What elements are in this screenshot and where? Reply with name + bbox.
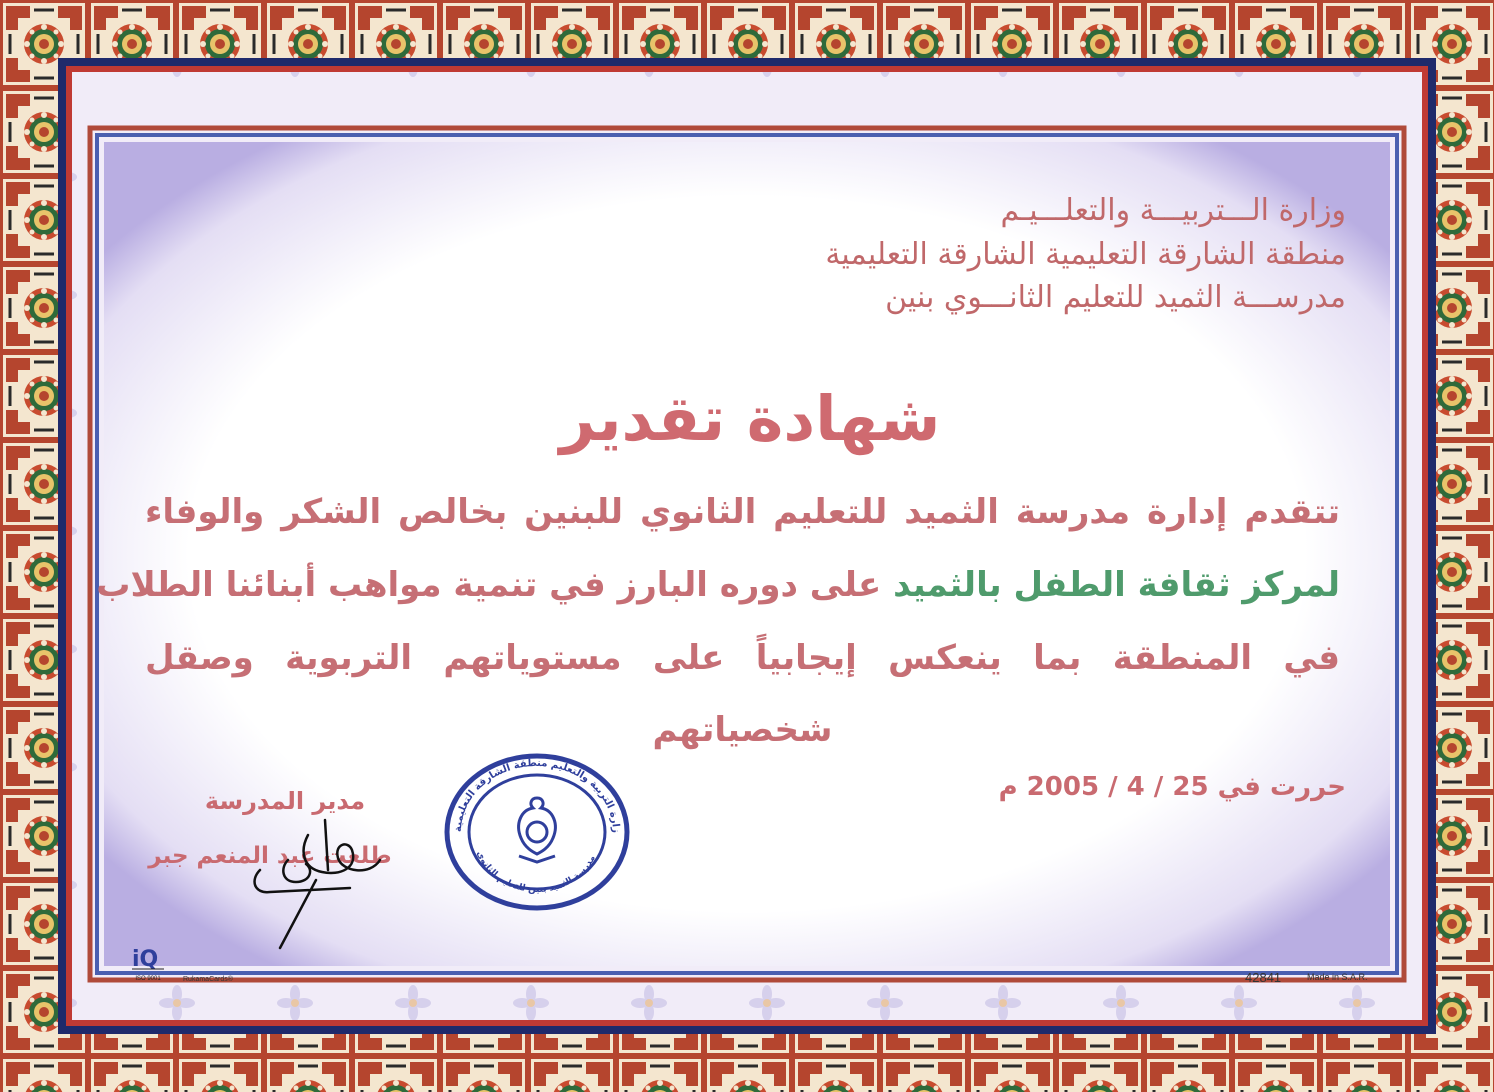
principal-name: طلعت عبد المنعم جبر xyxy=(148,843,392,869)
body-line-1: تتقدم إدارة مدرسة الثميد للتعليم الثانوي للبنين بخالص الشكر والوفاء xyxy=(145,492,1340,532)
body-line-4: شخصياتهم xyxy=(652,710,833,750)
svg-text:iQ: iQ xyxy=(132,947,159,972)
certificate-title: شهادة تقدير xyxy=(559,382,941,455)
stamp-bottom-text: مدرسة الثميد بنين للتعليم الثانوي xyxy=(474,849,598,896)
header-ministry: وزارة الـــتربيـــة والتعلـــيـم xyxy=(1000,193,1346,228)
official-stamp xyxy=(441,752,633,912)
principal-title: مدير المدرسة xyxy=(204,787,366,815)
stamp-ring-text: زارة التربية والتعليم منطقة الشارقة التعليمية xyxy=(452,757,622,834)
brand-label: RukamaCards® xyxy=(183,976,233,983)
body-line-2 xyxy=(96,565,1340,605)
header-zone: منطقة الشارقة التعليمية الشارقة التعليمية xyxy=(825,237,1346,272)
issue-date: حررت في 25 / 4 / 2005 م xyxy=(998,772,1346,802)
body-line-3: في المنطقة بما ينعكس إيجابياً على مستوياتهم التربوية وصقل xyxy=(145,638,1340,678)
header-school: مدرســـة الثميد للتعليم الثانـــوي بنين xyxy=(885,280,1346,315)
svg-text:مدرسة الثميد بنين للتعليم الثا xyxy=(474,850,597,895)
falcon-emblem-icon xyxy=(519,798,556,862)
signature xyxy=(230,810,410,960)
iso-label: ISO 9001 xyxy=(135,976,161,982)
iso-logo xyxy=(128,942,168,984)
recipient-name: لمركز ثقافة الطفل بالثميد xyxy=(893,565,1340,605)
serial-number: 42841 xyxy=(1245,970,1282,985)
made-in-label: Made in S.A.R. xyxy=(1307,972,1368,982)
body-line-2-rest: على دوره البارز في تنمية مواهب أبنائنا الطلاب xyxy=(96,565,894,605)
svg-text:دولة الامارات العربية المتحدة xyxy=(441,752,621,833)
